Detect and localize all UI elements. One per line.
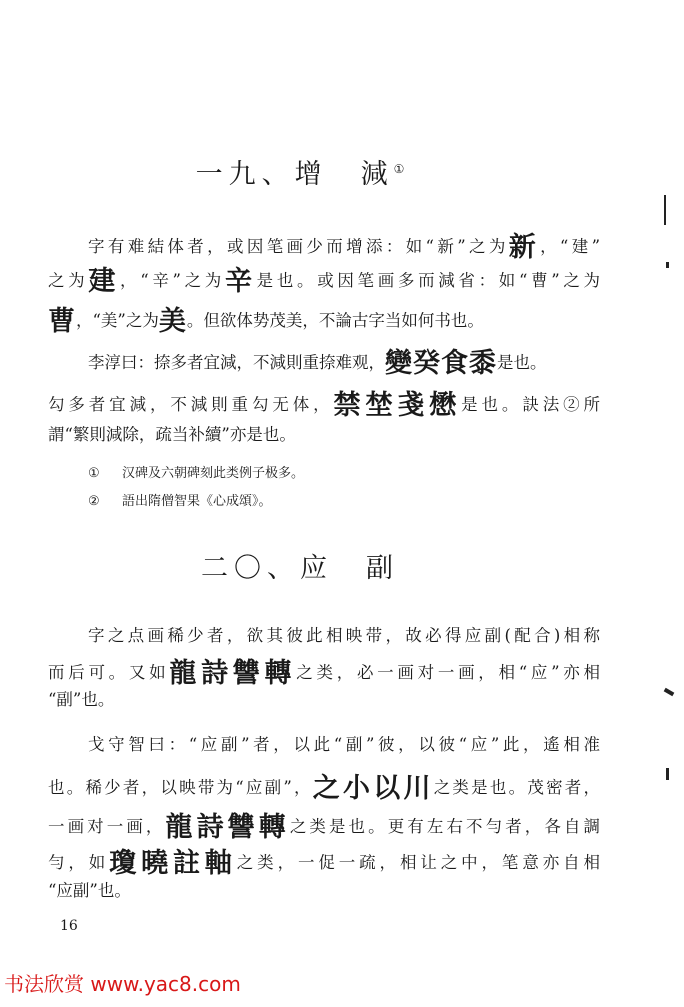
calligraphy-example: 龍詩讐轉 xyxy=(165,812,290,843)
paragraph-line xyxy=(48,692,600,709)
paragraph-line xyxy=(88,350,600,377)
text-run: 之为 xyxy=(48,271,89,290)
calligraphy-example: 建 xyxy=(88,266,121,297)
scan-mark xyxy=(664,688,675,696)
section-title-2 xyxy=(0,546,600,585)
title-text: 一九、增 減 xyxy=(195,159,394,190)
page-number: 16 xyxy=(60,918,78,934)
calligraphy-example: 瓊曉註軸 xyxy=(109,848,237,879)
paragraph-line xyxy=(48,427,600,444)
section-title-1 xyxy=(0,152,600,191)
footnote xyxy=(88,462,304,481)
watermark: 书法欣赏 www.yac8.com xyxy=(4,972,241,996)
calligraphy-example: 曹 xyxy=(48,306,76,337)
paragraph-line xyxy=(48,268,600,295)
paragraph-line xyxy=(48,308,600,335)
text-run: 李淳曰：捺多者宜減，不減則重捺难观， xyxy=(88,353,385,372)
text-run: 謂“繁則減除，疏当补續”亦是也。 xyxy=(48,425,296,444)
paragraph-line xyxy=(88,234,600,261)
text-run: ，“辛”之为 xyxy=(120,271,225,290)
paragraph-line xyxy=(48,850,600,877)
paragraph-line xyxy=(48,775,600,802)
calligraphy-example: 禁埜戔懋 xyxy=(333,390,462,421)
calligraphy-example: 美 xyxy=(158,306,187,337)
text-run: ，“美”之为 xyxy=(76,311,159,330)
text-run: “副”也。 xyxy=(48,690,115,709)
text-run: “应副”也。 xyxy=(48,881,131,900)
text-run: 之类，一促一疏，相让之中，笔意亦自相 xyxy=(236,853,601,872)
text-run: 也。稀少者，以映带为“应副”， xyxy=(48,778,313,797)
text-run: 字有难結体者，或因笔画少而增添：如“新”之为 xyxy=(88,237,509,256)
scan-mark xyxy=(666,768,669,780)
text-run: 勻，如 xyxy=(48,853,110,872)
text-run: 字之点画稀少者，欲其彼此相映带，故必得应副(配合)相称 xyxy=(88,626,600,645)
paragraph-line xyxy=(48,660,600,687)
footnote-ref: ① xyxy=(393,162,405,176)
footnote-text: 汉碑及六朝碑刻此类例子极多。 xyxy=(122,466,305,481)
footnote-mark: ① xyxy=(88,466,100,481)
calligraphy-example: 龍詩讐轉 xyxy=(169,658,297,689)
text-run: 之类是也。更有左右不勻者，各自調 xyxy=(289,817,601,836)
scan-mark xyxy=(664,195,666,225)
footnote-text: 語出隋僧智果《心成頌》。 xyxy=(122,494,272,509)
calligraphy-example: 之小以川 xyxy=(312,773,434,804)
paragraph-line xyxy=(48,883,600,900)
calligraphy-example: 新 xyxy=(508,232,541,263)
text-run: 。但欲体势茂美，不論古字当如何书也。 xyxy=(186,311,484,330)
text-run: 戈守智曰：“应副”者，以此“副”彼，以彼“应”此，遙相准 xyxy=(88,735,600,754)
text-run: 而后可。又如 xyxy=(48,663,170,682)
text-run: 一画对一画， xyxy=(48,817,166,836)
text-run: 之类，必一画对一画，相“应”亦相 xyxy=(296,663,601,682)
paragraph-line xyxy=(48,814,600,841)
text-run: ，“建” xyxy=(540,237,601,256)
calligraphy-example: 辛 xyxy=(224,266,257,297)
scan-mark xyxy=(666,262,669,268)
paragraph-line xyxy=(88,628,600,645)
title-text: 二〇、应 副 xyxy=(201,553,399,584)
footnote xyxy=(88,490,272,509)
text-run: 是也。或因笔画多而減省：如“曹”之为 xyxy=(256,271,601,290)
paragraph-line xyxy=(48,392,600,419)
footnote-mark: ② xyxy=(88,494,100,509)
text-run: 之类是也。茂密者， xyxy=(433,778,601,797)
text-run: 勾多者宜減，不減則重勾无体， xyxy=(48,395,334,414)
text-run: 是也。 xyxy=(497,353,547,372)
text-run: 是也。訣法②所 xyxy=(461,395,601,414)
paragraph-line xyxy=(88,737,600,754)
calligraphy-example: 變癸食黍 xyxy=(385,348,497,379)
